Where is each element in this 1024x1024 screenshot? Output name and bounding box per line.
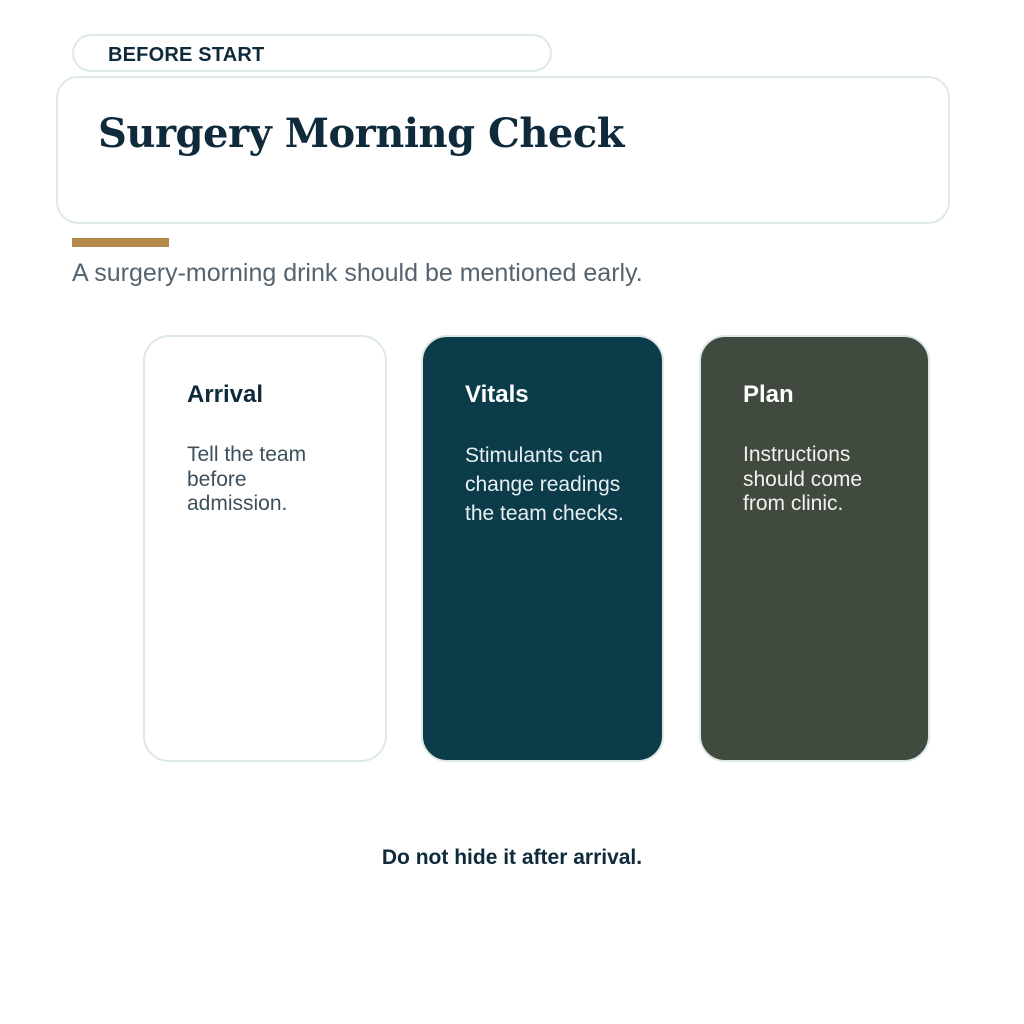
card-plan: [699, 335, 930, 762]
card-arrival: [143, 335, 387, 762]
page-subtitle: A surgery-morning drink should be mentioned early.: [72, 259, 643, 287]
footer-note: Do not hide it after arrival.: [381, 846, 643, 869]
accent-divider: [72, 238, 169, 247]
title-card: [56, 76, 950, 224]
card-title: Vitals: [465, 381, 529, 408]
section-label: BEFORE START: [108, 44, 265, 66]
section-label-pill: [72, 34, 552, 72]
page-title: Surgery Morning Check: [98, 110, 624, 157]
card-title: Plan: [743, 381, 794, 408]
card-vitals: [421, 335, 664, 762]
card-body: Stimulants can change readings the team checks.: [465, 444, 624, 525]
card-body: Instructions should come from clinic.: [743, 443, 863, 515]
card-title: Arrival: [187, 381, 264, 408]
card-body: Tell the team before admission.: [187, 443, 307, 515]
